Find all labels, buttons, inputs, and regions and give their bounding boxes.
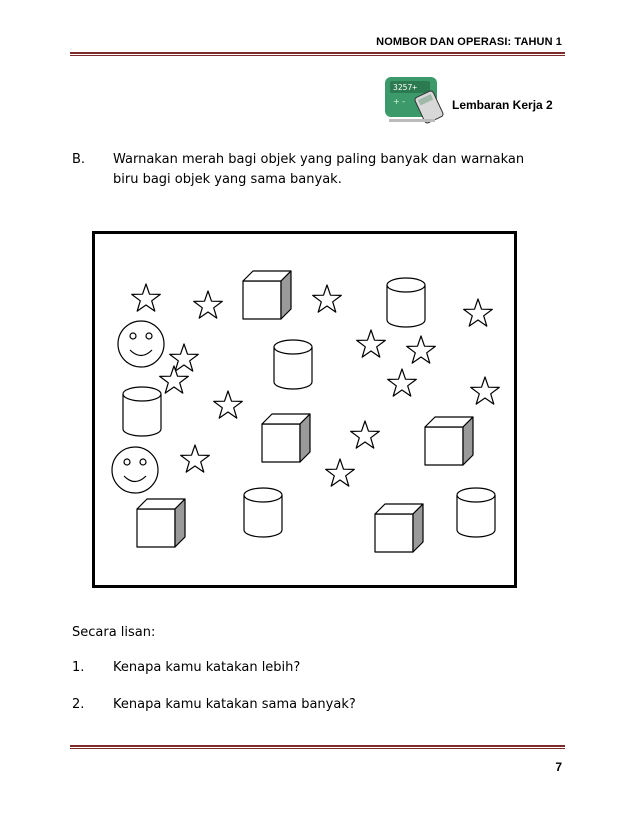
oral-item-text: Kenapa kamu katakan lebih? — [113, 660, 301, 675]
calculator-display-text: 3257+ — [393, 83, 418, 92]
cylinder-shape — [457, 488, 495, 537]
star-shape — [464, 299, 493, 326]
question-text: Warnakan merah bagi objek yang paling banyak dan warnakan biru bagi objek yang sama banyak. — [113, 152, 525, 187]
oral-item-number: 1. — [72, 660, 85, 675]
cylinder-shape — [123, 387, 161, 436]
footer-rule-thin — [70, 748, 565, 749]
worksheet-label: Lembaran Kerja 2 — [452, 98, 553, 112]
star-shape — [160, 366, 189, 393]
cube-shape — [243, 271, 291, 319]
page-header-title: NOMBOR DAN OPERASI: TAHUN 1 — [376, 36, 562, 48]
star-shape — [194, 291, 223, 318]
star-shape — [313, 285, 342, 312]
cylinder-shape — [244, 488, 282, 537]
star-shape — [214, 391, 243, 418]
page-number: 7 — [555, 760, 562, 774]
question-number: B. — [72, 152, 86, 167]
cube-shape — [262, 414, 310, 462]
star-shape — [471, 377, 500, 404]
footer-rule — [70, 745, 565, 747]
smiley-face-shape — [118, 321, 164, 367]
shapes-canvas — [95, 234, 514, 585]
star-shape — [351, 421, 380, 448]
star-shape — [407, 336, 436, 363]
cylinder-shape — [274, 340, 312, 389]
cube-shape — [425, 417, 473, 465]
star-shape — [181, 445, 210, 472]
oral-heading: Secara lisan: — [72, 625, 156, 640]
cube-shape — [375, 504, 423, 552]
star-shape — [357, 330, 386, 357]
svg-text:+ -: + - — [393, 97, 406, 106]
smiley-face-shape — [112, 447, 158, 493]
calculator-icon — [383, 75, 445, 127]
oral-item-number: 2. — [72, 697, 85, 712]
header-rule-thin — [70, 55, 565, 56]
star-shape — [388, 369, 417, 396]
shapes-figure — [92, 231, 517, 588]
header-rule — [70, 52, 565, 54]
oral-item-text: Kenapa kamu katakan sama banyak? — [113, 697, 356, 712]
star-shape — [132, 284, 161, 311]
star-shape — [326, 459, 355, 486]
cube-shape — [137, 499, 185, 547]
cylinder-shape — [387, 278, 425, 327]
